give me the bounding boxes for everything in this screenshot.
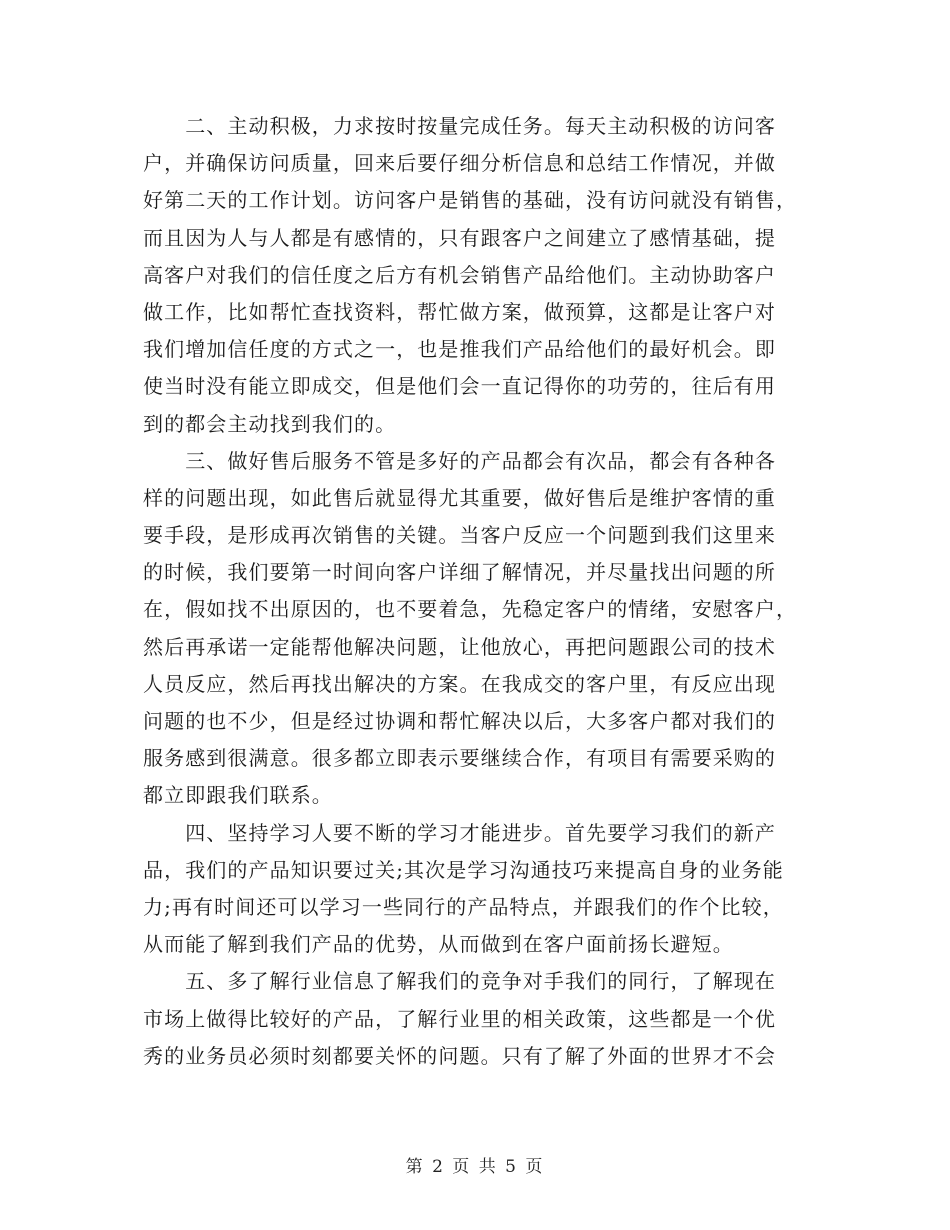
text-line: 使当时没有能立即成交，但是他们会一直记得你的功劳的，往后有用 [143,374,776,399]
text-line: 五、多了解行业信息了解我们的竞争对手我们的同行，了解现在 [143,969,776,994]
paragraph-sales-visits [143,108,808,443]
paragraph-after-sales [143,443,808,815]
text-line: 人员反应，然后再找出解决的方案。在我成交的客户里，有反应出现 [143,671,776,696]
text-line: 问题的也不少，但是经过协调和帮忙解决以后，大多客户都对我们的 [143,709,776,733]
page-number-footer: 第 2 页 共 5 页 [405,1157,545,1177]
text-line: 四、坚持学习人要不断的学习才能进步。首先要学习我们的新产 [143,820,776,845]
text-line: 力;再有时间还可以学习一些同行的产品特点，并跟我们的作个比较， [143,894,784,919]
text-line: 样的问题出现，如此售后就显得尤其重要，做好售后是维护客情的重 [143,485,776,510]
paragraph-industry-info [143,963,808,1075]
text-line: 从而能了解到我们产品的优势，从而做到在客户面前扬长避短。 [143,932,734,957]
text-line: 户，并确保访问质量，回来后要仔细分析信息和总结工作情况，并做 [143,151,776,176]
text-line: 我们增加信任度的方式之一，也是推我们产品给他们的最好机会。即 [143,337,776,362]
text-line: 好第二天的工作计划。访问客户是销售的基础，没有访问就没有销售， [143,188,798,213]
text-line: 三、做好售后服务不管是多好的产品都会有次品，都会有各种各 [143,448,776,473]
text-line: 都立即跟我们联系。 [143,783,333,808]
text-line: 做工作，比如帮忙查找资料，帮忙做方案，做预算，这都是让客户对 [143,299,776,324]
text-line: 而且因为人与人都是有感情的，只有跟客户之间建立了感情基础，提 [143,225,776,250]
text-line: 品，我们的产品知识要过关;其次是学习沟通技巧来提高自身的业务能 [143,857,784,882]
text-line: 市场上做得比较好的产品，了解行业里的相关政策，这些都是一个优 [143,1006,776,1031]
text-line: 然后再承诺一定能帮他解决问题，让他放心，再把问题跟公司的技术 [143,634,776,659]
text-line: 服务感到很满意。很多都立即表示要继续合作，有项目有需要采购的 [143,746,776,771]
text-line: 二、主动积极，力求按时按量完成任务。每天主动积极的访问客 [143,114,776,138]
text-line: 在，假如找不出原因的，也不要着急，先稳定客户的情绪，安慰客户， [143,597,798,622]
text-line: 的时候，我们要第一时间向客户详细了解情况，并尽量找出问题的所 [143,560,776,585]
body-text [143,108,808,1075]
text-line: 要手段，是形成再次销售的关键。当客户反应一个问题到我们这里来 [143,523,776,548]
text-line: 高客户对我们的信任度之后方有机会销售产品给他们。主动协助客户 [143,262,776,287]
paragraph-learning [143,815,808,964]
text-line: 秀的业务员必须时刻都要关怀的问题。只有了解了外面的世界才不会 [143,1043,776,1068]
text-line: 到的都会主动找到我们的。 [143,411,397,436]
